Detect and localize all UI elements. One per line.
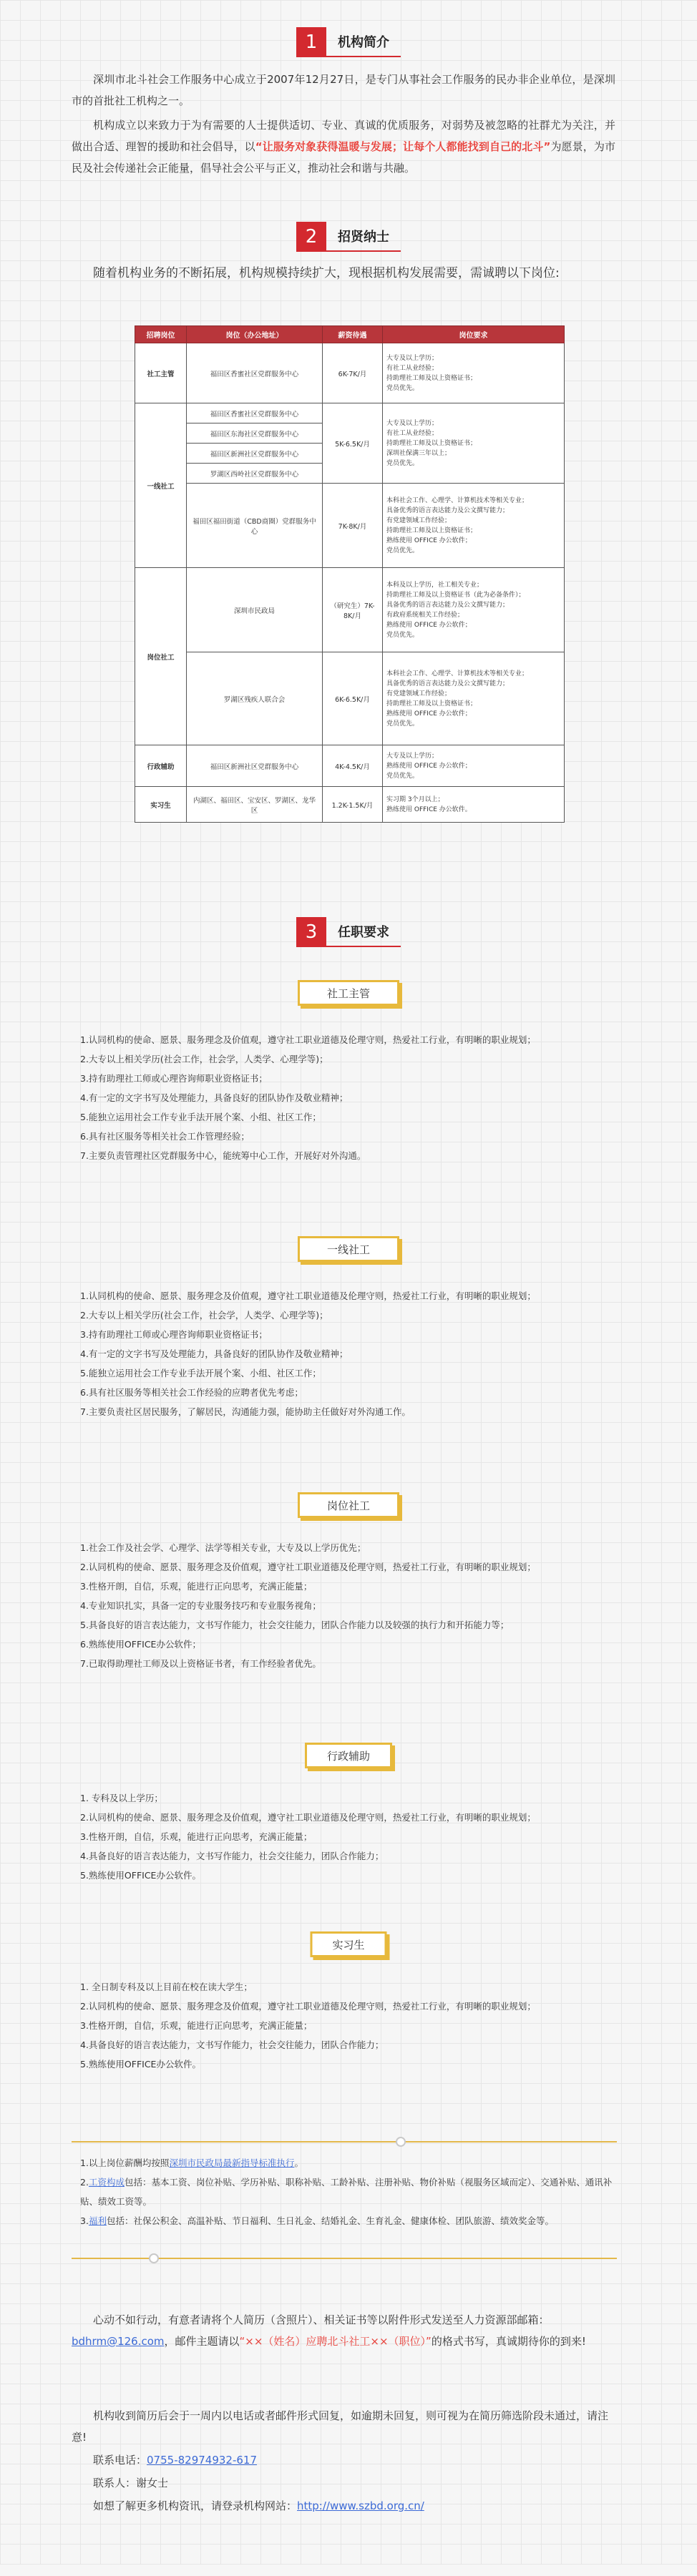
header-salary: 薪资待遇: [323, 326, 383, 343]
list-item: 4.有一定的文字书写及处理能力，具备良好的团队协作及敬业精神；: [80, 1348, 348, 1359]
cell-requirements: 本科社会工作、心理学、计算机技术等相关专业； 具备优秀的语言表达能力及公文撰写能力； 有党建领域工作经验； 持助理社工师及以上资格证书； 熟练使用 OFFICE 办公软件； 党员优先。: [383, 484, 565, 568]
cell-salary: 4K-4.5K/月: [323, 745, 383, 787]
section-2-number: 2: [296, 222, 326, 252]
list-item: 3.持有助理社工师或心理咨询师职业资格证书；: [80, 1329, 268, 1340]
list-item: 6.熟练使用OFFICE办公软件；: [80, 1639, 201, 1650]
cell-salary: 5K-6.5K/月: [323, 403, 383, 484]
list-item: 3.性格开朗，自信，乐观，能进行正向思考，充满正能量；: [80, 2020, 313, 2031]
cell-site: 福田区香蜜社区党群服务中心: [187, 403, 323, 423]
phone-link[interactable]: 0755-82974932-617: [147, 2454, 257, 2467]
intro-p2-a: 机构成立以来致力于为有需要的人士提供适切、专业、真诚的优质服务，对弱势及被忽略的社群尤为关注，并做出合适、理智的援助和社会倡导，以: [72, 119, 615, 153]
recruitment-table: [135, 325, 565, 823]
cell-salary: 7K-8K/月: [323, 484, 383, 568]
list-item: 7.主要负责社区居民服务，了解居民，沟通能力强，能协助主任做好对外沟通工作。: [80, 1406, 411, 1417]
cell-requirements: 本科及以上学历，社工相关专业； 持助理社工师及以上资格证书（此为必备条件）； 具备优秀的语言表达能力及公文撰写能力； 有政府系统相关工作经验； 熟练使用 OFFICE 办公软件； 党员优先。: [383, 568, 565, 652]
note-text: 1.以上岗位薪酬均按照: [80, 2158, 170, 2168]
section-2-heading: [0, 222, 697, 252]
cell-position: 行政辅助: [135, 745, 187, 787]
section-3-title: 任职要求: [326, 917, 401, 947]
list-item: 4.具备良好的语言表达能力，文书写作能力，社会交往能力，团队合作能力；: [80, 1851, 384, 1861]
frontline-requirements: [80, 1286, 603, 1421]
divider-dot: [396, 2137, 406, 2147]
post-requirements: [80, 1538, 603, 1673]
intro-vision-highlight: “让服务对象获得温暖与发展；让每个人都能找到自己的北斗”: [255, 140, 551, 153]
intro-p2-b: 为愿景，为市民及社会传递社会正能量，倡导社会公平与正义，推动社会和谐与共融。: [72, 140, 615, 175]
header-requirements: 岗位要求: [383, 326, 565, 343]
cell-position: 实习生: [135, 787, 187, 823]
list-item: 1. 全日制专科及以上目前在校在读大学生；: [80, 1982, 253, 1992]
note-text: 2.: [80, 2177, 89, 2188]
list-item: 4.专业知识扎实，具备一定的专业服务技巧和专业服务视角；: [80, 1600, 321, 1611]
table-row: [135, 787, 565, 823]
list-item: 7.主要负责管理社区党群服务中心，能统筹中心工作，开展好对外沟通。: [80, 1150, 366, 1161]
list-item: 7.已取得助理社工师及以上资格证书者，有工作经验者优先。: [80, 1658, 321, 1669]
cell-site: 福田区新洲社区党群服务中心: [187, 444, 323, 464]
salary-note: [80, 2153, 613, 2173]
wage-note: [80, 2173, 613, 2211]
list-item: 6.具有社区服务等相关社会工作经验的应聘者优先考虑；: [80, 1387, 303, 1398]
welfare-note: [80, 2211, 613, 2230]
table-row: [135, 403, 565, 423]
cell-requirements: 大专及以上学历； 有社工从业经验； 持助理社工师及以上资格证书； 党员优先。: [383, 343, 565, 403]
email-subject-format: “××（姓名）应聘北斗社工××（职位）”: [239, 2335, 432, 2348]
contact-phone-line: [93, 2449, 637, 2471]
phone-label: 联系电话：: [93, 2454, 147, 2467]
list-item: 2.认同机构的使命、愿景、服务理念及价值观，遵守社工职业道德及伦理守则，热爱社工行业，有明晰的职业规划；: [80, 2001, 536, 2012]
hiring-intro: 随着机构业务的不断拓展，机构规模持续扩大，现根据机构发展需要，需诚聘以下岗位:: [93, 266, 560, 280]
list-item: 2.认同机构的使命、愿景、服务理念及价值观，遵守社工职业道德及伦理守则，热爱社工行业，有明晰的职业规划；: [80, 1562, 536, 1572]
note-text: 。: [294, 2158, 303, 2168]
list-item: 5.熟练使用OFFICE办公软件。: [80, 2059, 201, 2070]
table-row: [135, 568, 565, 652]
cell-salary: 6K-7K/月: [323, 343, 383, 403]
role-tag-post: 岗位社工: [298, 1492, 399, 1518]
contact-person-line: [93, 2472, 637, 2494]
cell-position: 社工主管: [135, 343, 187, 403]
cell-site: 罗湖区残疾人联合会: [187, 652, 323, 745]
list-item: 5.能独立运用社会工作专业手法开展个案、小组、社区工作；: [80, 1368, 321, 1378]
list-item: 3.持有助理社工师或心理咨询师职业资格证书；: [80, 1073, 268, 1084]
list-item: 5.能独立运用社会工作专业手法开展个案、小组、社区工作；: [80, 1112, 321, 1122]
list-item: 4.有一定的文字书写及处理能力，具备良好的团队协作及敬业精神；: [80, 1092, 348, 1103]
list-item: 1. 专科及以上学历；: [80, 1793, 163, 1803]
cell-salary: 6K-6.5K/月: [323, 652, 383, 745]
hr-email-link[interactable]: bdhrm@126.com: [72, 2335, 165, 2348]
cell-position: 岗位社工: [135, 568, 187, 745]
list-item: 2.大专以上相关学历(社会工作，社会学，人类学、心理学等)；: [80, 1310, 328, 1321]
contact-text: 心动不如行动，有意者请将个人简历（含照片）、相关证书等以附件形式发送至人力资源部邮箱：: [93, 2313, 550, 2326]
section-1-title: 机构简介: [326, 27, 401, 57]
table-row: [135, 652, 565, 745]
note-text: 包括：基本工资、岗位补贴、学历补贴、职称补贴、工龄补贴、注册补贴、物价补贴（视服务区域而定）、交通补贴、通讯补贴、绩效工资等。: [80, 2177, 613, 2207]
notes-top-divider: [72, 2141, 617, 2142]
role-tag-intern: 实习生: [310, 1931, 386, 1957]
section-3-heading: [0, 917, 697, 947]
list-item: 1.认同机构的使命、愿景、服务理念及价值观，遵守社工职业道德及伦理守则，热爱社工行业，有明晰的职业规划；: [80, 1291, 536, 1301]
table-row: [135, 484, 565, 568]
section-1-heading: [0, 27, 697, 57]
cell-site: 福田区香蜜社区党群服务中心: [187, 343, 323, 403]
welfare-link[interactable]: 福利: [88, 2215, 107, 2226]
role-tag-frontline: 一线社工: [298, 1236, 399, 1262]
cell-requirements: 大专及以上学历； 熟练使用 OFFICE 办公软件； 党员优先。: [383, 745, 565, 787]
admin-requirements: [80, 1788, 603, 1885]
website-link[interactable]: http://www.szbd.org.cn/: [297, 2499, 424, 2512]
list-item: 2.认同机构的使命、愿景、服务理念及价值观，遵守社工职业道德及伦理守则，热爱社工行业，有明晰的职业规划；: [80, 1812, 536, 1823]
list-item: 1.认同机构的使命、愿景、服务理念及价值观，遵守社工职业道德及伦理守则，热爱社工行业，有明晰的职业规划；: [80, 1034, 536, 1045]
cell-site: 福田区东海社区党群服务中心: [187, 423, 323, 444]
list-item: 3.性格开朗，自信，乐观，能进行正向思考，充满正能量；: [80, 1581, 313, 1592]
list-item: 2.大专以上相关学历(社会工作，社会学，人类学、心理学等)；: [80, 1054, 328, 1064]
bottom-bar: [0, 2565, 697, 2576]
cell-requirements: 实习期 3个月以上； 熟练使用 OFFICE 办公软件。: [383, 787, 565, 823]
website-line: [93, 2495, 637, 2517]
application-instructions: [72, 2309, 615, 2352]
contact-text: ，邮件主题请以: [164, 2335, 240, 2348]
salary-standard-link[interactable]: 深圳市民政局最新指导标准执行: [169, 2158, 295, 2168]
intern-requirements: [80, 1977, 603, 2074]
divider-dot: [149, 2253, 159, 2263]
cell-site: 罗湖区西岭社区党群服务中心: [187, 464, 323, 484]
contact-person: 谢女士: [136, 2477, 169, 2489]
table-row: [135, 343, 565, 403]
list-item: 6.具有社区服务等相关社会工作管理经验；: [80, 1131, 250, 1142]
wage-structure-link[interactable]: 工资构成: [88, 2177, 125, 2188]
header-position: 招聘岗位: [135, 326, 187, 343]
website-label: 如想了解更多机构资讯，请登录机构网站：: [93, 2499, 298, 2512]
supervisor-requirements: [80, 1030, 603, 1165]
section-1-number: 1: [296, 27, 326, 57]
cell-position: 一线社工: [135, 403, 187, 568]
note-text: 包括：社保公积金、高温补贴、节日福利、生日礼金、结婚礼金、生育礼金、健康体检、团队旅游、绩效奖金等。: [106, 2215, 554, 2226]
list-item: 4.具备良好的语言表达能力，文书写作能力，社会交往能力，团队合作能力；: [80, 2039, 384, 2050]
reply-notice: 机构收到简历后会于一周内以电话或者邮件形式回复，如逾期未回复，则可视为在简历筛选阶段未通过，请注意!: [72, 2409, 609, 2444]
list-item: 5.熟练使用OFFICE办公软件。: [80, 1870, 201, 1881]
table-header-row: [135, 326, 565, 343]
cell-salary: 1.2K-1.5K/月: [323, 787, 383, 823]
cell-site: 内湖区、福田区、宝安区、罗湖区、龙华区: [187, 787, 323, 823]
note-text: 3.: [80, 2215, 89, 2226]
table-row: [135, 745, 565, 787]
section-3-number: 3: [296, 917, 326, 947]
contact-text: 的格式书写，真诚期待你的到来!: [431, 2335, 586, 2348]
intro-paragraph-1: 深圳市北斗社会工作服务中心成立于2007年12月27日，是专门从事社会工作服务的民办非企业单位，是深圳市的首批社工机构之一。: [72, 73, 615, 107]
cell-site: 福田区福田街道（CBD商圈）党群服务中心: [187, 484, 323, 568]
cell-requirements: 大专及以上学历； 有社工从业经验； 持助理社工师及以上资格证书； 深圳社保满三年以上； 党员优先。: [383, 403, 565, 484]
cell-salary: （研究生）7K-8K/月: [323, 568, 383, 652]
cell-site: 深圳市民政局: [187, 568, 323, 652]
list-item: 1.社会工作及社会学、心理学、法学等相关专业，大专及以上学历优先；: [80, 1542, 366, 1553]
cell-site: 福田区新洲社区党群服务中心: [187, 745, 323, 787]
section-2-title: 招贤纳士: [326, 222, 401, 252]
person-label: 联系人：: [93, 2477, 137, 2489]
intro-paragraph-2: [72, 114, 615, 179]
list-item: 5.具备良好的语言表达能力，文书写作能力，社会交往能力，团队合作能力以及较强的执行力和开拓能力等；: [80, 1620, 510, 1630]
role-tag-supervisor: 社工主管: [298, 980, 399, 1006]
role-tag-admin: 行政辅助: [305, 1743, 392, 1768]
list-item: 3.性格开朗，自信，乐观，能进行正向思考，充满正能量；: [80, 1831, 313, 1842]
header-site: 岗位（办公地址）: [187, 326, 323, 343]
cell-requirements: 本科社会工作、心理学、计算机技术等相关专业； 具备优秀的语言表达能力及公文撰写能力； 有党建领域工作经验； 持助理社工师及以上资格证书； 熟练使用 OFFICE 办公软件； 党员优先。: [383, 652, 565, 745]
